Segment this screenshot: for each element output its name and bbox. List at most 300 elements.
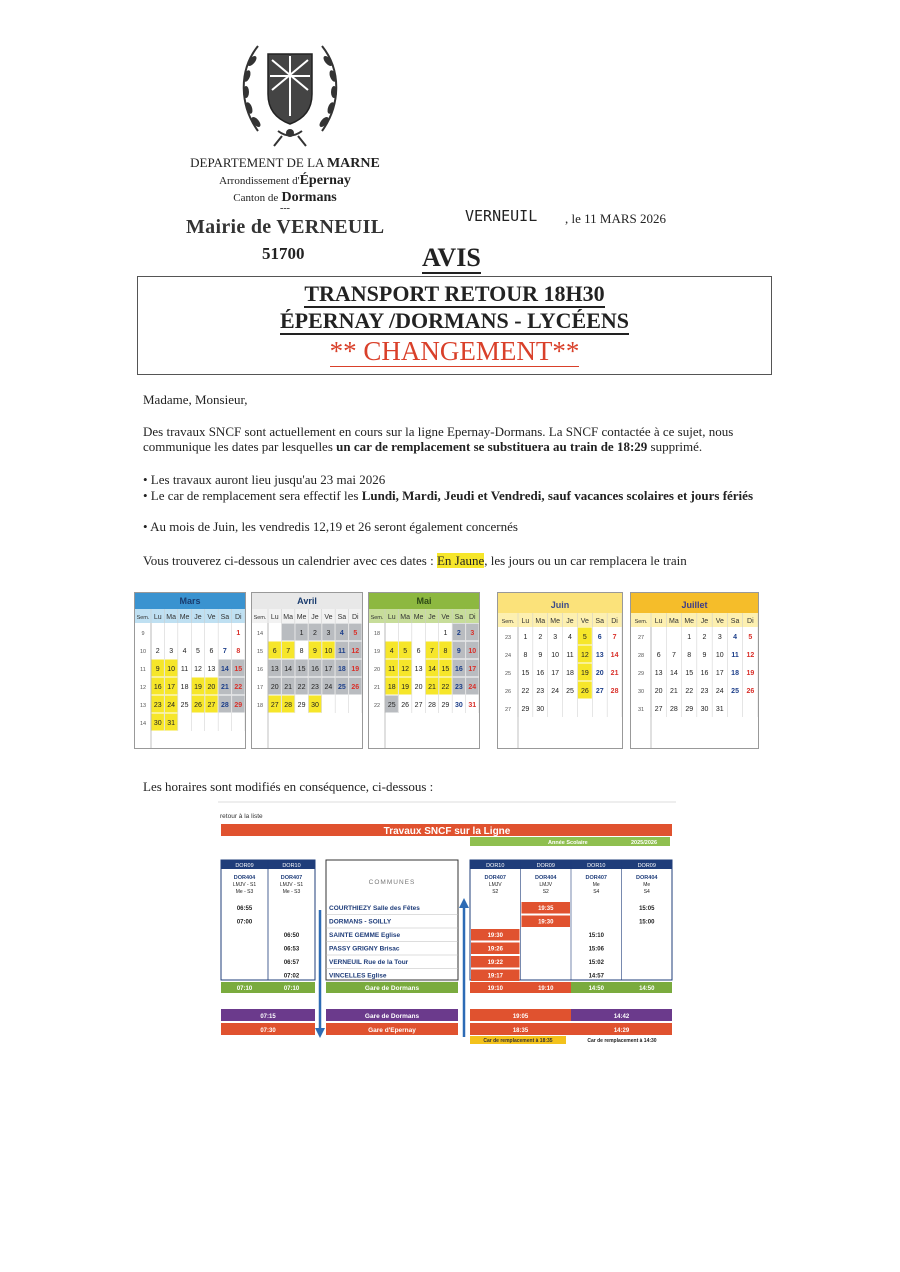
col-line: DOR404 (233, 875, 256, 881)
day-label: Sa (730, 618, 740, 625)
calendar-day: 23 (311, 684, 319, 691)
right-time: 14:57 (588, 973, 604, 980)
sem-label: Sem. (253, 615, 267, 621)
right-gare-epernay-bg (470, 1023, 672, 1035)
right-gare-epernay-time: 18:35 (512, 1028, 529, 1034)
calendar-day: 21 (284, 684, 293, 691)
right-time: 19:22 (487, 960, 503, 966)
calendar-day: 4 (339, 630, 344, 637)
calendar-day: 16 (454, 666, 463, 673)
calendar-day: 31 (167, 720, 176, 727)
right-gare-dormans2-time: 19:05 (512, 1014, 529, 1020)
day-label: Me (179, 614, 190, 621)
calendar-day: 29 (234, 702, 243, 709)
gare-dormans2-label: Gare de Dormans (364, 1013, 420, 1020)
calendar-day: 27 (414, 702, 423, 709)
left-gare-dormans2-time: 07:15 (260, 1014, 276, 1020)
calendar-day: 26 (746, 688, 755, 695)
day-label: Je (428, 614, 436, 621)
calendar-month-label: Juillet (681, 600, 708, 610)
calendar-day: 22 (685, 688, 694, 695)
calendar-day: 14 (220, 666, 229, 673)
week-number: 10 (139, 649, 147, 655)
col-days2: S4 (593, 889, 600, 895)
week-number: 20 (373, 667, 381, 673)
calendar-day: 3 (169, 648, 174, 655)
calendar-day: 13 (414, 666, 423, 673)
calendar-day: 20 (414, 684, 423, 691)
calendar-day: 10 (167, 666, 176, 673)
stop-name: COURTHIEZY Salle des Fêtes (329, 905, 420, 912)
calendar-day: 18 (387, 684, 396, 691)
calendar-day: 20 (595, 670, 604, 677)
calendar-day: 10 (551, 652, 560, 659)
col-days: Me (592, 882, 600, 888)
week-number: 22 (373, 703, 381, 709)
day-label: Lu (521, 618, 530, 625)
week-number: 29 (637, 671, 645, 677)
left-time: 07:02 (283, 973, 300, 980)
calendar-day: 9 (155, 666, 160, 673)
calendar-day: 26 (401, 702, 410, 709)
calendar-day: 30 (153, 720, 162, 727)
day-label: Di (468, 614, 476, 621)
calendar-day: 6 (209, 648, 214, 655)
calendar-day: 12 (401, 666, 410, 673)
calendar-day: 1 (687, 634, 692, 641)
calendar-day: 4 (568, 634, 572, 641)
calendar-day: 30 (454, 702, 463, 709)
calendar-day: 21 (670, 688, 678, 695)
calendar-day: 18 (566, 670, 574, 677)
day-label: Ve (580, 618, 589, 625)
calendar-day: 11 (731, 652, 739, 659)
calendar-day: 13 (270, 666, 279, 673)
calendar-day: 10 (468, 648, 477, 655)
week-number: 28 (637, 653, 645, 659)
calendar-day: 7 (222, 648, 227, 655)
calendar-day: 30 (536, 706, 545, 713)
stop-name: VERNEUIL Rue de la Tour (329, 959, 409, 966)
calendar-day: 14 (428, 666, 436, 673)
banner-title: Travaux SNCF sur la Ligne (383, 826, 511, 837)
calendar-day: 8 (687, 652, 692, 659)
calendar-intro: Vous trouverez ci-dessous un calendrier avec ces dates : En Jaune, les jours ou un car remplacera le train (143, 553, 687, 568)
calendar-day: 12 (351, 648, 360, 655)
sem-label: Sem. (136, 615, 150, 621)
col-days2: S2 (542, 889, 549, 895)
right-dormans-time: 14:50 (588, 986, 604, 992)
calendar-day: 31 (468, 702, 477, 709)
calendar-day: 13 (654, 670, 663, 677)
day-label: Me (684, 618, 695, 625)
schedule-intro: Les horaires sont modifiés en conséquence, ci-dessous : (143, 779, 434, 794)
calendar-day: 7 (286, 648, 291, 655)
calendar-day: 27 (270, 702, 279, 709)
col-code: DOR09 (637, 863, 656, 869)
calendar-day: 28 (610, 688, 619, 695)
day-label: Me (296, 614, 307, 621)
school-year-label: Année Scolaire (548, 840, 588, 846)
calendar-day: 9 (538, 652, 543, 659)
title-changement: ** CHANGEMENT** (329, 336, 580, 366)
right-time: 19:35 (538, 906, 554, 912)
week-number: 16 (256, 667, 264, 673)
calendar-day: 24 (551, 688, 560, 695)
calendar-day: 25 (180, 702, 189, 709)
calendar-day: 19 (194, 684, 202, 691)
calendar-day: 7 (430, 648, 434, 655)
day-label: Lu (153, 614, 162, 621)
calendar-day: 21 (610, 670, 619, 677)
sem-label: Sem. (370, 615, 384, 621)
calendar-day: 22 (521, 688, 530, 695)
calendar-day: 5 (196, 648, 200, 655)
col-code: DOR10 (587, 863, 606, 869)
right-time: 15:05 (639, 906, 655, 912)
calendar-day: 16 (700, 670, 709, 677)
calendar-day: 10 (715, 652, 724, 659)
day-label: Ma (283, 614, 294, 621)
calendar-day: 9 (456, 648, 461, 655)
col-code: DOR10 (486, 863, 505, 869)
week-number: 27 (637, 635, 645, 641)
calendar-day: 1 (299, 630, 304, 637)
col-code: DOR10 (282, 863, 301, 869)
calendar-day: 12 (580, 652, 589, 659)
arrondissement-line: Arrondissement d'Épernay (219, 173, 351, 188)
week-number: 9 (141, 631, 145, 637)
calendar-day: 5 (748, 634, 753, 641)
calendar-day: 29 (441, 702, 450, 709)
calendar-day: 14 (670, 670, 678, 677)
week-number: 13 (139, 703, 147, 709)
calendar-day: 25 (337, 684, 346, 691)
calendar-day: 18 (337, 666, 346, 673)
day-label: Ma (669, 618, 679, 625)
right-dormans-bg-green (571, 982, 672, 993)
calendar-day: 2 (702, 634, 707, 641)
calendar-day: 2 (313, 630, 317, 637)
calendar-month-label: Mai (416, 596, 432, 606)
calendar-day: 17 (167, 684, 176, 691)
right-time: 19:30 (538, 919, 554, 926)
calendar-day: 15 (234, 666, 243, 673)
calendar-day: 27 (595, 688, 604, 695)
calendar-day: 1 (523, 634, 528, 641)
calendar-mars (134, 592, 246, 749)
left-time: 06:57 (283, 960, 300, 966)
calendar-day: 25 (387, 702, 396, 709)
calendar-day: 1 (443, 630, 448, 637)
calendar-day: 28 (284, 702, 293, 709)
calendar-day: 15 (297, 666, 306, 673)
calendar-day: 1 (236, 630, 241, 637)
calendar-day: 8 (443, 648, 448, 655)
department-line: DEPARTEMENT DE LA MARNE (190, 155, 380, 171)
mairie-name: Mairie de VERNEUIL (186, 216, 385, 238)
right-dormans-bg-red (470, 982, 571, 993)
col-days: LMJV - S1 (279, 882, 304, 888)
stop-name: PASSY GRIGNY Brisac (329, 945, 400, 953)
day-label: Ve (441, 614, 450, 621)
calendar-day: 21 (220, 684, 229, 691)
calendar-day: 28 (220, 702, 229, 709)
calendar-month-label: Juin (550, 600, 570, 610)
week-number: 23 (504, 635, 512, 641)
week-number: 11 (140, 667, 146, 673)
day-label: Sa (220, 614, 230, 621)
title-line-1: TRANSPORT RETOUR 18H30 (304, 281, 605, 306)
col-days2: S2 (492, 889, 499, 895)
calendar-day: 23 (454, 684, 463, 691)
day-label: Me (413, 614, 424, 621)
calendar-day: 29 (297, 702, 306, 709)
calendar-day: 11 (388, 666, 396, 673)
bullet-1: • Les travaux auront lieu jusqu'au 23 mai 2026 (143, 472, 386, 487)
calendar-day: 29 (685, 706, 694, 713)
day-label: Ma (535, 618, 546, 625)
right-dormans-time: 14:50 (639, 986, 655, 992)
header-separator: --- (280, 203, 290, 214)
calendar-day: 21 (428, 684, 436, 691)
day-label: Ve (207, 614, 216, 621)
title-box (137, 276, 772, 375)
week-number: 18 (256, 703, 264, 709)
paragraph-intro: Des travaux SNCF sont actuellement en cours sur la ligne Epernay-Dormans. La SNCF contactée à ce sujet, nous communique les dates par lesquelles un car de remplacement se substituera au train de 18:29 supprimé. (143, 424, 734, 454)
holiday-cell (282, 624, 294, 641)
calendar-day: 31 (715, 706, 724, 713)
calendar-day: 2 (155, 648, 160, 655)
left-time: 07:00 (236, 919, 253, 926)
left-dormans-time: 07:10 (283, 986, 300, 992)
day-label: Je (194, 614, 202, 621)
week-number: 17 (256, 685, 264, 691)
calendar-day: 2 (456, 630, 461, 637)
calendar-day: 5 (582, 634, 587, 641)
day-label: Di (234, 614, 242, 621)
right-gare-epernay-time: 14:29 (613, 1028, 630, 1034)
avis-title: AVIS (422, 243, 481, 272)
calendar-month-label: Avril (297, 596, 317, 606)
canton-line: Canton de Dormans (233, 190, 337, 205)
right-time: 15:02 (588, 960, 604, 966)
right-time: 19:17 (487, 973, 503, 980)
calendar-day: 24 (468, 684, 477, 691)
col-code: DOR09 (235, 863, 254, 869)
calendar-day: 24 (324, 684, 333, 691)
calendar-day: 6 (656, 652, 661, 659)
right-time: 19:30 (487, 933, 503, 939)
right-time: 15:10 (588, 933, 604, 939)
calendar-day: 15 (521, 670, 530, 677)
calendar-day: 8 (523, 652, 528, 659)
col-days2: Me - S3 (282, 889, 301, 895)
week-number: 26 (504, 689, 512, 695)
calendar-day: 13 (207, 666, 216, 673)
calendar-day: 24 (715, 688, 724, 695)
calendar-day: 30 (700, 706, 709, 713)
right-time: 15:06 (588, 946, 604, 953)
week-number: 25 (504, 671, 512, 677)
calendar-day: 18 (731, 670, 739, 677)
calendar-day: 17 (324, 666, 333, 673)
calendar-day: 6 (416, 648, 421, 655)
calendar-day: 17 (715, 670, 724, 677)
title-line-2: ÉPERNAY /DORMANS - LYCÉENS (279, 308, 629, 333)
timetable (218, 792, 676, 1044)
calendar-day: 11 (180, 666, 189, 673)
col-days: LMJV - S1 (232, 882, 257, 888)
week-number: 18 (373, 631, 381, 637)
calendar-day: 26 (580, 688, 589, 695)
day-label: Ve (324, 614, 333, 621)
sem-label: Sem. (501, 619, 515, 625)
calendar-day: 12 (746, 652, 755, 659)
day-label: Sa (595, 618, 604, 625)
left-dormans-time: 07:10 (236, 986, 253, 992)
sem-label: Sem. (634, 619, 648, 625)
calendar-day: 4 (733, 634, 738, 641)
calendar-day: 14 (610, 652, 619, 659)
calendar-day: 3 (470, 630, 475, 637)
calendar-day: 9 (313, 648, 317, 655)
gare-dormans-label: Gare de Dormans (364, 985, 420, 992)
day-label: Lu (270, 614, 279, 621)
calendar-day: 16 (153, 684, 162, 691)
calendar-day: 3 (717, 634, 722, 641)
calendar-day: 23 (536, 688, 545, 695)
right-time: 15:00 (639, 919, 655, 926)
col-line: DOR404 (535, 875, 557, 881)
calendar-day: 16 (536, 670, 545, 677)
car-note-1: Car de remplacement à 18:35 (483, 1038, 553, 1044)
calendar-day: 28 (670, 706, 678, 713)
day-label: Ma (400, 614, 411, 621)
calendar-day: 19 (351, 666, 360, 673)
day-label: Ve (715, 618, 724, 625)
day-label: Je (700, 618, 709, 625)
day-label: Sa (337, 614, 347, 621)
calendar-day: 30 (311, 702, 319, 709)
calendar-day: 18 (180, 684, 189, 691)
left-gare-epernay-time: 07:30 (260, 1028, 276, 1034)
calendar-juin (497, 592, 623, 749)
right-dormans-time: 19:10 (538, 986, 554, 992)
calendar-day: 25 (731, 688, 739, 695)
stop-name: VINCELLES Eglise (329, 972, 387, 980)
calendar-day: 9 (702, 652, 707, 659)
calendar-day: 23 (153, 702, 162, 709)
calendar-day: 20 (207, 684, 216, 691)
col-line: DOR407 (280, 875, 303, 881)
calendar-day: 26 (351, 684, 360, 691)
calendar-day: 10 (324, 648, 333, 655)
calendar-day: 4 (182, 648, 187, 655)
calendar-month-label: Mars (179, 596, 201, 606)
back-link: retour à la liste (220, 813, 263, 820)
week-number: 15 (256, 649, 264, 655)
left-time: 06:55 (236, 906, 253, 912)
calendar-day: 20 (654, 688, 663, 695)
stop-name: SAINTE GEMME Eglise (329, 932, 401, 939)
school-year: 2025/2026 (631, 840, 657, 846)
calendar-day: 20 (270, 684, 279, 691)
bullet-3: • Au mois de Juin, les vendredis 12,19 et 26 seront également concernés (143, 519, 518, 534)
col-code: DOR09 (536, 863, 555, 869)
calendar-day: 5 (353, 630, 358, 637)
day-label: Me (550, 618, 561, 625)
col-days2: S4 (643, 889, 650, 895)
calendar-day: 22 (441, 684, 450, 691)
calendar-day: 29 (521, 706, 530, 713)
col-days: Me (643, 882, 651, 888)
coat-of-arms-crest (238, 36, 342, 148)
calendar-day: 6 (597, 634, 602, 641)
calendar-day: 19 (401, 684, 410, 691)
calendar-day: 11 (566, 652, 574, 659)
calendar-day: 15 (441, 666, 450, 673)
communes-label: COMMUNES (368, 879, 416, 886)
down-arrow-head (315, 1028, 325, 1038)
calendar-day: 7 (671, 652, 676, 659)
calendar-day: 17 (468, 666, 477, 673)
col-days: LMJV (539, 882, 553, 888)
col-line: DOR407 (484, 875, 506, 881)
calendar-day: 7 (612, 634, 617, 641)
calendar-day: 11 (338, 648, 346, 655)
calendar-day: 6 (272, 648, 277, 655)
calendar-avril (251, 592, 363, 749)
calendar-day: 2 (538, 634, 543, 641)
calendar-day: 23 (700, 688, 709, 695)
left-time: 06:53 (283, 946, 300, 953)
calendar-day: 24 (167, 702, 176, 709)
week-number: 12 (139, 685, 147, 691)
stop-name: DORMANS - SOILLY (329, 918, 392, 926)
calendar-day: 8 (299, 648, 304, 655)
calendar-day: 19 (746, 670, 755, 677)
day-label: Je (566, 618, 574, 625)
day-label: Sa (454, 614, 464, 621)
calendar-day: 17 (551, 670, 560, 677)
week-number: 31 (637, 707, 645, 713)
right-dormans-time: 19:10 (487, 986, 503, 992)
calendar-day: 5 (403, 648, 408, 655)
bullet-2: • Le car de remplacement sera effectif les Lundi, Mardi, Jeudi et Vendredi, sauf vacances scolaires et jours fériés (143, 488, 754, 503)
calendar-day: 12 (194, 666, 202, 673)
day-label: Ma (166, 614, 177, 621)
day-label: Di (351, 614, 359, 621)
calendar-day: 26 (194, 702, 202, 709)
day-label: Lu (654, 618, 663, 625)
col-line: DOR407 (585, 875, 607, 881)
up-arrow-head (459, 898, 469, 908)
day-label: Lu (387, 614, 396, 621)
calendar-day: 8 (236, 648, 241, 655)
gare-epernay-label: Gare d'Epernay (368, 1027, 416, 1034)
calendar-day: 13 (595, 652, 604, 659)
postcode: 51700 (262, 244, 305, 263)
calendar-juillet (630, 592, 759, 749)
day-label: Je (311, 614, 319, 621)
highlight-en-jaune: En Jaune (436, 553, 485, 568)
col-days: LMJV (488, 882, 502, 888)
calendar-day: 25 (566, 688, 574, 695)
calendar-day: 14 (284, 666, 293, 673)
calendar-day: 16 (311, 666, 319, 673)
calendar-day: 27 (207, 702, 216, 709)
